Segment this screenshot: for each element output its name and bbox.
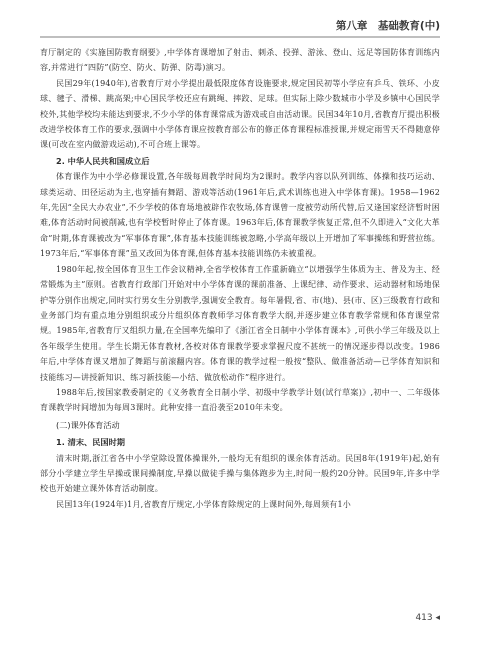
- body-paragraph: 民国29年(1940年),省教育厅对小学提出最低限度体育设施要求,规定国民初等小学应有乒乓、铁环、小皮球、毽子、滑梯、跳高架;中心国民学校还应有跳绳、摔跤、足球。但实际上除少数城市小学及乡镇中心国民学校外,其他学校均未能达到要求,不少小学的体育课常成为游戏或自由活动课。民国34年10月,省教育厅提出积极改进学校体育工作的要求,强调中小学体育课应按教育部公布的修正体育课程标准授课,并规定雨雪天不得随意停课(可改在室内做游戏运动),不可合班上课等。: [40, 78, 440, 150]
- page-number: 413 ◂: [415, 613, 440, 623]
- body-paragraph: 清末时期,浙江省各中小学堂除设置体操课外,一般均无有组织的课余体育活动。民国8年(1919年)起,始有部分小学建立学生早操或课间操制度,早操以做徒手操与集体跑步为主,时间一般约20分钟。民国9年,许多中学校也开始建立课外体育活动制度。: [40, 453, 440, 494]
- subsection-heading: 2. 中华人民共和国成立后: [56, 155, 150, 166]
- chapter-title: 第八章 基础教育(中): [335, 19, 440, 32]
- body-paragraph: 体育课作为中小学必修课设置,各年级每周教学时间均为2课时。教学内容以队列训练、体操和技巧运动、球类运动、田径运动为主,也穿插有舞蹈、游戏等活动(1961年后,武术训练也进入中学体育课)。1958—1962年,先因“全民大办农业”,不少学校的体育场地被辟作农牧场,体育课曾一度被劳动所代替,后又逢国家经济暂时困难,体育活动时间被削减,也有学校暂时停止了体育课。1963年后,体育课教学恢复正常,但不久即进入“文化大革命”时期,体育课被改为“军事体育课”,体育基本技能训练被忽略,小学高年级以上开增加了军事操练和野营拉练。1973年后,“军事体育课”虽又改回为体育课,但体育基本技能训练仍未被重视。: [40, 172, 440, 259]
- body-paragraph: 民国13年(1924年)1月,省教育厅规定,小学体育除规定的上课时间外,每周须有1小: [56, 499, 351, 509]
- body-paragraph: 1980年起,按全国体育卫生工作会议精神,全省学校体育工作重新确立“以增强学生体质为主、普及为主、经常锻炼为主”原则。省教育行政部门开始对中小学体育课的课前准备、上课纪律、动作要求、运动器材和场地保护等分别作出规定,同时实行男女生分别教学,强调安全教育。每年暑假,省、市(地)、县(市、区)三级教育行政和业务部门均有重点地分别组织或分片组织体育教师学习体育教学大纲,并逐步建立体育教学常规和体育课堂常规。1985年,省教育厅又组织力量,在全国率先编印了《浙江省全日制中小学体育课本》,可供小学三年级及以上各年级学生使用。学生长期无体育教材,各校对体育课教学要求掌握尺度不甚统一的情况逐步得以改变。1986年后,中学体育课又增加了舞蹈与前滚翻内容。体育课的教学过程一般按“整队、做准备活动—已学体育知识和技能练习—讲授新知识、练习新技能—小结、做放松动作”程序进行。: [40, 264, 440, 382]
- body-paragraph: 1988年后,按国家教委制定的《义务教育全日制小学、初级中学教学计划(试行草案)》,初中一、二年级体育课教学时间增加为每周3课时。此种安排一直沿袭至2010年未变。: [40, 387, 440, 413]
- header-divider: [40, 36, 440, 38]
- chapter-header: [336, 16, 440, 34]
- body-paragraph: 育厅制定的《实施国防教育纲要》,中学体育课增加了射击、刺杀、投弹、游泳、登山、远足等国防体育训练内容,并常进行“四防”(防空、防火、防弹、防毒)演习。: [40, 48, 440, 73]
- page-body: [40, 45, 440, 512]
- section-heading: (二)课外体育活动: [56, 419, 120, 430]
- subsection-heading: 1. 清末、民国时期: [56, 437, 125, 448]
